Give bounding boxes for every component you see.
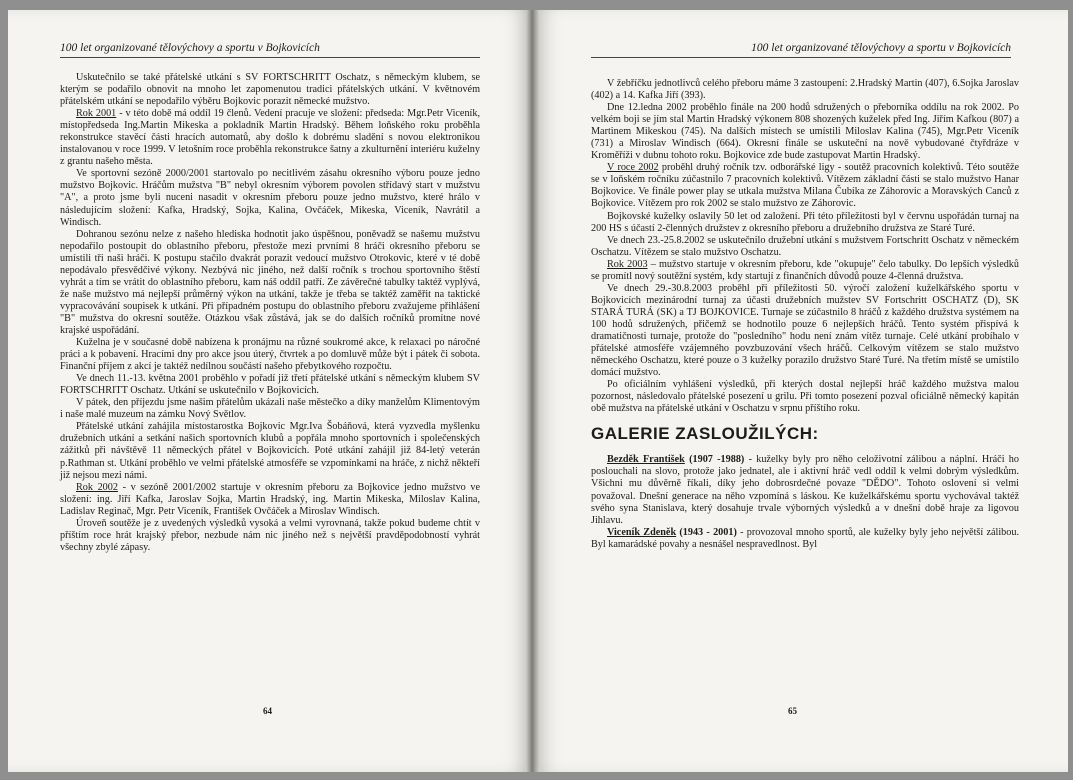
paragraph: Dohranou sezónu nelze z našeho hlediska hodnotit jako úspěšnou, poněvadž se našemu mužstvu nepodařilo postoupit do oblastního přeboru, přestože mezi prvními 8 hráči okresního přeboru se umístili tři naši hráči. K postupu stačilo dvakrát porazit vedoucí mužstvo Otrokovic, které v té době nepodávalo přesvědčivé výkony. Nezbývá nic jiného, než další ročník s trochou sportovního štěstí vyhrát a tím se vrátit do oblastního přeboru, kam náš oddíl patří. Ze závěrečné tabulky taktéž vyplývá, že naše mužstvo má nejlepší průměrný výkon na utkání, takže je třeba se taktéž zaměřit na taktické vypracovávání soupisek k utkání. Při případném postupu do oblastního přeboru zvažujeme přihlášení "B" mužstva do okresní soutěže. Otázkou však zůstává, jak se do dalších ročníků promítne nové krajské uspořádání. <box>60 228 480 336</box>
paragraph: Po oficiálním vyhlášení výsledků, při kterých dostal nejlepší hráč každého mužstva malou pozornost, následovalo přátelské posezení u grilu. Při tomto posezení pozval oficiálně německý kapitán obě mužstva na přátelské utkání v Oschatzu v srpnu příštího roku. <box>591 379 1019 415</box>
paragraph: Uskutečnilo se také přátelské utkání s SV FORTSCHRITT Oschatz, s německým klubem, se kterým se podařilo obnovit na mnoho let zapomenutou tradici přátelských utkání. V květnovém přátelském utkání se nepodařilo výběru Bojkovic porazit německé mužstvo. <box>60 72 480 108</box>
right-page-text <box>591 78 1019 551</box>
year-heading: Rok 2001 <box>76 108 117 120</box>
gallery-entry <box>591 527 1019 551</box>
person-years: (1907 -1988) <box>684 454 745 466</box>
person-years: (1943 - 2001) <box>676 526 737 538</box>
paragraph: V žebříčku jednotlivců celého přeboru máme 3 zastoupení: 2.Hradský Martin (407), 6.Sojka Jaroslav (402) a 14. Kafka Jiří (393). <box>591 78 1020 102</box>
paragraph <box>60 108 480 168</box>
paragraph: Kuželna je v současné době nabízena k pronájmu na různé soukromé akce, k relaxaci po náročné práci a k pobavení. Hracími dny pro akce jsou úterý, čtvrtek a po domluvě může být i pátek či sobota. Finanční příjem z akcí je taktéž nedílnou součástí našeho přebytkového rozpočtu. <box>60 337 480 373</box>
year-heading: V roce 2002 <box>607 162 659 174</box>
paragraph: V pátek, den příjezdu jsme našim přátelům ukázali naše městečko a díky manželům Klimentovým i naše malé muzeum na zámku Nový Světlov. <box>60 397 480 421</box>
paragraph-text: – mužstvo startuje v okresním přeboru, kde "okupuje" čelo tabulky. Do lepších výsledků se promítl nový soutěžní systém, kdy startují z finančních důvodů pouze 4-členná družstva. <box>591 258 1019 282</box>
paragraph: Ve dnech 11.-13. května 2001 proběhlo v pořadí již třetí přátelské utkání s německým klubem SV FORTSCHRITT Oschatz. Utkání se uskutečnilo v Bojkovicích. <box>60 373 480 397</box>
gallery-heading: GALERIE ZASLOUŽILÝCH: <box>591 424 819 444</box>
gallery-entry-text: - kuželky byly pro něho celoživotní zálibou a náplní. Hráči ho poslouchali na slovo, protože jako jednatel, ale i aktivní hráč vedl oddíl k velmi dobrým výsledkům. Všichni mu důvěrně říkali, díky jeho dobrosrdečné povaze "DĚDO". Tohoto oslovení si velmi považoval. Dnešní generace na něho vzpomíná s láskou. Ke kuželkářskému sportu vychovával taktéž svého syna Stanislava, který dosahuje trvale výborných výsledků a v dnešní době hraje za ligovou Jihlavu. <box>591 454 1019 526</box>
paragraph: Přátelské utkání zahájila místostarostka Bojkovic Mgr.Iva Šobáňová, která vyzvedla myšlenku družebních utkání a setkání našich sportovních klubů a popřála mnoho sportovních i společenských zážitků při návštěvě 11 německých přátel v Bojkovicích. Poté utkání zahájil již 84-letý veterán p.Rathman st. Utkání proběhlo ve velmi přátelské atmosféře se vzpomínkami na hráče, z nichž někteří již nejsou mezi námi. <box>60 421 480 481</box>
paragraph-text: - v sezóně 2001/2002 startuje v okresním přeboru za Bojkovice jedno mužstvo ve složení: ing. Jiří Kafka, Jaroslav Sojka, Martin Hradský, ing. Martin Mikeska, Miloslav Kalina, Ladislav Reginač, Mgr. Petr Viceník, František Ovčáček a Miroslav Windisch. <box>60 481 480 517</box>
paragraph <box>60 482 480 518</box>
year-heading: Rok 2003 <box>607 258 648 270</box>
person-name: Bezděk František <box>607 454 685 466</box>
person-name: Viceník Zdeněk <box>607 526 677 538</box>
left-page-text <box>60 72 480 554</box>
running-title-right: 100 let organizované tělovýchovy a sportu v Bojkovicích <box>591 42 1011 58</box>
paragraph-text: proběhl druhý ročník tzv. odborářské ligy - soutěž pracovních kolektivů. Této soutěže se v loňském ročníku zúčastnilo 7 pracovních kolektivů. Vítězem základní části se stalo mužstvo Hanar Bojkovice. Ve finále power play se utkala mužstva Milana Čubíka ze Záhorovic a Moravských Canců z Bojkovice. Vítězem pro rok 2002 se stalo mužstvo ze Záhorovic. <box>591 162 1019 210</box>
page-number: 65 <box>788 706 797 716</box>
paragraph <box>591 162 1019 210</box>
running-title-left: 100 let organizované tělovýchovy a sportu v Bojkovicích <box>60 42 480 58</box>
paragraph <box>591 259 1019 283</box>
paragraph: Ve dnech 29.-30.8.2003 proběhl při příležitosti 50. výročí založení kuželkářského sportu v Bojkovicích mezinárodní turnaj za účasti družebních mužstev SV Fortschritt OSCHATZ (D), SK STARÁ TURÁ (SK) a TJ BOJKOVICE. Turnaje se zúčastnilo 8 hráčů z každého družstva systémem na 100 hodů sdružených, přičemž se hodnotilo pouze 6 nejlepších hráčů. Tento systém přispívá k dramatičnosti turnaje, protože do "posledního" hodu není znám vítěz turnaje. Celé utkání probíhalo v přátelské atmosféře vzájemného povzbuzování všech hráčů. Celkovým vítězem se stalo mužstvo německého Oschatzu, které pouze o 3 kuželky porazilo družstvo Staré Turé. Na třetím místě se umístilo domácí mužstvo. <box>591 282 1019 379</box>
paragraph: Dne 12.ledna 2002 proběhlo finále na 200 hodů sdružených o přeborníka oddílu na rok 2002. Po velkém boji se jím stal Martin Hradský výkonem 808 shozených kuželek před Ing. Jiřím Kafkou (807) a Martinem Mikeskou (745). Na dalších místech se umístili Miloslav Kalina (745), Mgr.Petr Viceník (731) a Miroslav Windisch (664). Okresní finále se uskuteční na nově vybudované čtyřdráze v Kroměříži v dubnu tohoto roku. Bojkovice zde bude zastupovat Martin Hradský. <box>591 102 1019 162</box>
paragraph: Ve dnech 23.-25.8.2002 se uskutečnilo družební utkání s mužstvem Fortschritt Oschatz v německém Oschatzu. Vítězem se stalo mužstvo Oschatzu. <box>591 234 1019 258</box>
left-page <box>8 10 533 772</box>
paragraph: Ve sportovní sezóně 2000/2001 startovalo po necitlivém zásahu okresního výboru pouze jedno mužstvo Bojkovic. Hráčům mužstva "B" nebyl okresním výborem povolen střídavý start v mužstvu "A", a proto jsme byli nuceni nasadit v okresním přeboru pouze jedno mužstvo, které hrálo v následujícím složení: Kafka, Hradský, Sojka, Kalina, Ovčáček, Mikeska, Viceník, Navrátil a Windisch. <box>60 168 480 228</box>
gallery-entry-text: - provozoval mnoho sportů, ale kuželky byly jeho největší zálibou. Byl kamarádské povahy a nesnášel nespravedlnost. Byl <box>591 526 1019 550</box>
paragraph: Bojkovské kuželky oslavily 50 let od založení. Při této příležitosti byl v červnu uspořádán turnaj na 200 HS s účastí 2-členných družstev z okresního přeboru a družebního družstva ze Staré Turé. <box>591 210 1019 234</box>
year-heading: Rok 2002 <box>76 481 118 493</box>
book-gutter <box>526 10 540 772</box>
right-page <box>533 10 1068 772</box>
paragraph-text: - v této době má oddíl 19 členů. Vedení pracuje ve složení: předseda: Mgr.Petr Viceník, místopředseda Ing.Martin Mikeska a pokladník Martin Hradský. Během loňského roku proběhla rekonstrukce stavěcí části hracích automatů, aby došlo k dobrému sladění s novou elektronikou instalovanou v roce 1999. V letošním roce proběhla rekonstrukce šatny a zkulturnění interiéru kuželny z grantu našeho města. <box>60 108 481 168</box>
paragraph: Úroveň soutěže je z uvedených výsledků vysoká a velmi vyrovnaná, takže pokud budeme chtít v příštím roce hrát krajský přebor, nezbude nám nic jiného než s největší pravděpodobností vyhrát všechny zbylé zápasy. <box>60 517 480 553</box>
gallery-entry <box>591 454 1019 526</box>
page-number: 64 <box>263 706 272 716</box>
